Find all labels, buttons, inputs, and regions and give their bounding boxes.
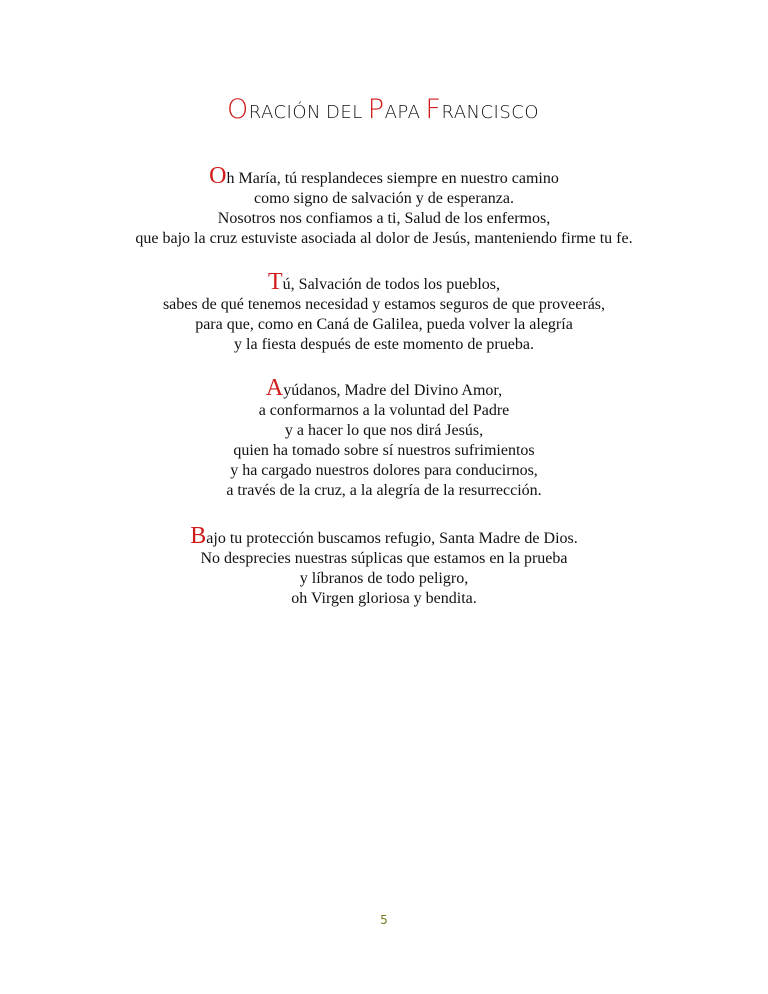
stanza-line: No desprecies nuestras súplicas que estamos en la prueba xyxy=(200,550,568,567)
stanza-line: sabes de qué tenemos necesidad y estamos seguros de que proveerás, xyxy=(162,296,606,313)
stanza-first-line-text: h María, tú resplandeces siempre en nuestro camino xyxy=(226,170,559,187)
stanza-2 xyxy=(0,269,768,355)
stanza-first-line-text: ú, Salvación de todos los pueblos, xyxy=(282,276,500,293)
title-word-3-rest: APA xyxy=(384,102,421,123)
page-title xyxy=(0,94,768,125)
stanza-line: y líbranos de todo peligro, xyxy=(299,570,469,587)
stanza-line: Nosotros nos confiamos a ti, Salud de los enfermos, xyxy=(217,210,551,227)
stanza-first-line-text: yúdanos, Madre del Divino Amor, xyxy=(283,382,503,399)
stanza-dropcap: A xyxy=(265,375,284,401)
stanza-line: y a hacer lo que nos dirá Jesús, xyxy=(284,422,484,439)
stanza-line: como signo de salvación y de esperanza. xyxy=(254,190,514,207)
title-word-1-initial: O xyxy=(226,94,249,125)
title-word-4 xyxy=(425,94,539,125)
stanza-line: oh Virgen gloriosa y bendita. xyxy=(291,590,477,607)
stanza-line: para que, como en Caná de Galilea, pueda volver la alegría xyxy=(195,316,573,333)
page-number: 5 xyxy=(380,913,388,927)
title-word-4-rest: RANCISCO xyxy=(441,102,540,123)
title-word-1-rest: RACIÓN xyxy=(248,102,321,123)
stanza-line xyxy=(0,163,768,189)
stanza-dropcap: T xyxy=(268,269,283,295)
stanza-line xyxy=(0,375,768,401)
stanza-line xyxy=(0,269,768,295)
stanza-1 xyxy=(0,163,768,249)
stanza-dropcap: O xyxy=(209,163,227,189)
stanza-line: y ha cargado nuestros dolores para conducirnos, xyxy=(230,462,538,479)
stanza-line: y la fiesta después de este momento de prueba. xyxy=(234,336,534,353)
title-word-4-initial: F xyxy=(425,94,442,125)
stanza-line: a conformarnos a la voluntad del Padre xyxy=(258,402,510,419)
stanza-line: a través de la cruz, a la alegría de la resurrección. xyxy=(226,482,542,499)
title-word-2-rest: DEL xyxy=(326,102,363,123)
stanza-line xyxy=(0,523,768,549)
stanza-dropcap: B xyxy=(190,523,207,549)
title-word-3 xyxy=(368,94,421,125)
title-word-3-initial: P xyxy=(367,94,385,125)
stanza-line: que bajo la cruz estuviste asociada al dolor de Jesús, manteniendo firme tu fe. xyxy=(135,230,633,247)
stanza-line: quien ha tomado sobre sí nuestros sufrimientos xyxy=(233,442,535,459)
stanza-4 xyxy=(0,523,768,609)
stanza-3 xyxy=(0,375,768,501)
stanza-first-line-text: ajo tu protección buscamos refugio, Santa Madre de Dios. xyxy=(206,530,578,547)
title-word-1 xyxy=(227,94,321,125)
title-word-2 xyxy=(326,102,363,123)
